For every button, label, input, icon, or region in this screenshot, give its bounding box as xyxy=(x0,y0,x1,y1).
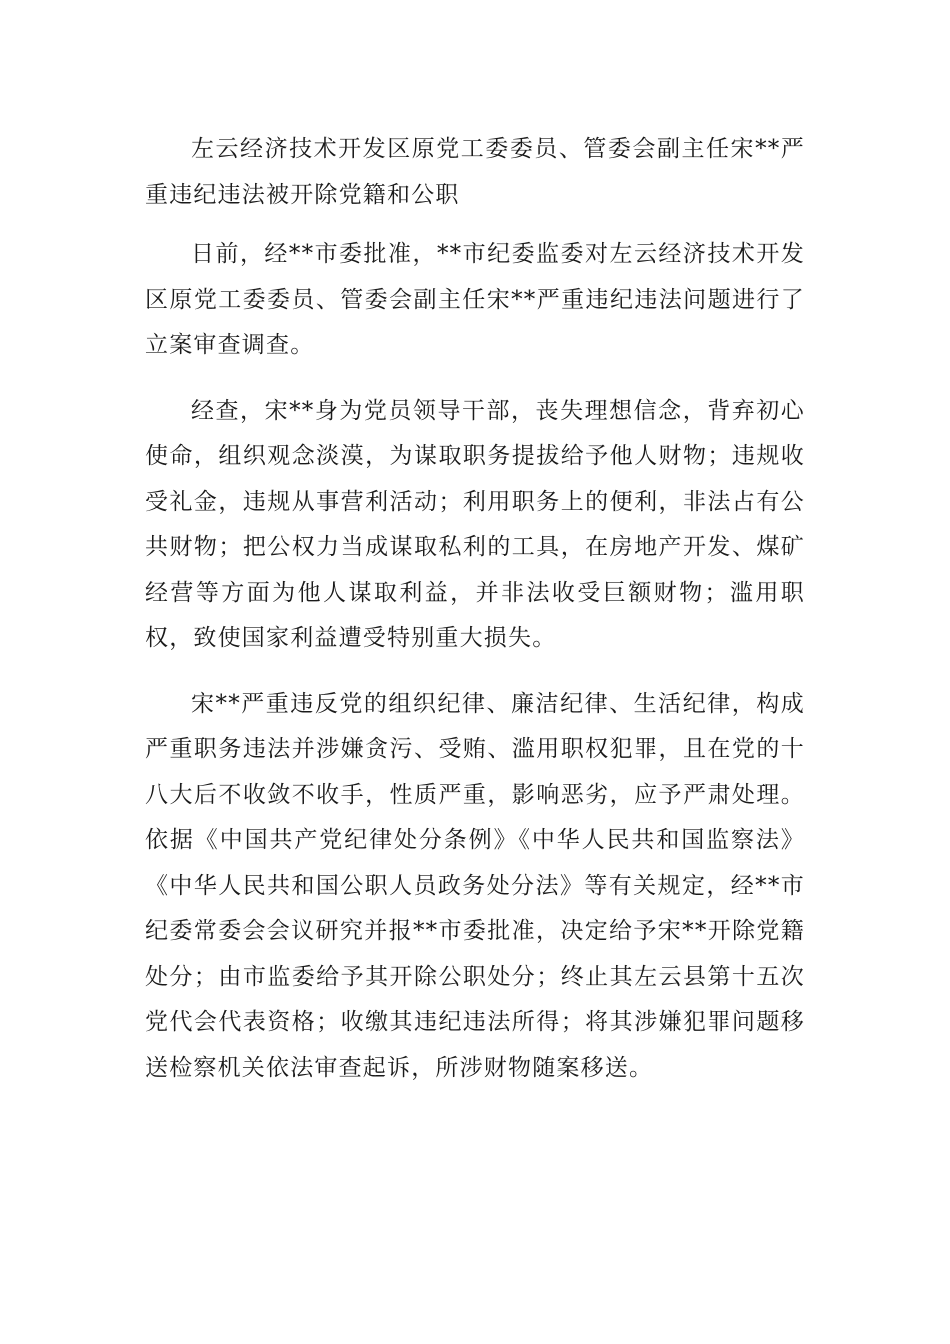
document-title: 左云经济技术开发区原党工委委员、管委会副主任宋**严重违纪违法被开除党籍和公职 xyxy=(145,136,805,208)
document-body xyxy=(145,127,805,1091)
paragraph-1: 日前，经**市委批准，**市纪委监委对左云经济技术开发区原党工委委员、管委会副主任宋**严重违纪违法问题进行了立案审查调查。 xyxy=(145,241,805,358)
paragraph-2: 经查，宋**身为党员领导干部，丧失理想信念，背弃初心使命，组织观念淡漠，为谋取职务提拔给予他人财物；违规收受礼金，违规从事营利活动；利用职务上的便利，非法占有公共财物；把公权力当成谋取私利的工具，在房地产开发、煤矿经营等方面为他人谋取利益，并非法收受巨额财物；滥用职权，致使国家利益遭受特别重大损失。 xyxy=(145,397,805,651)
paragraph-3: 宋**严重违反党的组织纪律、廉洁纪律、生活纪律，构成严重职务违法并涉嫌贪污、受贿、滥用职权犯罪，且在党的十八大后不收敛不收手，性质严重，影响恶劣，应予严肃处理。依据《中国共产党纪律处分条例》《中华人民共和国监察法》《中华人民共和国公职人员政务处分法》等有关规定，经**市纪委常委会会议研究并报**市委批准，决定给予宋**开除党籍处分；由市监委给予其开除公职处分；终止其左云县第十五次党代会代表资格；收缴其违纪违法所得；将其涉嫌犯罪问题移送检察机关依法审查起诉，所涉财物随案移送。 xyxy=(145,690,805,1081)
